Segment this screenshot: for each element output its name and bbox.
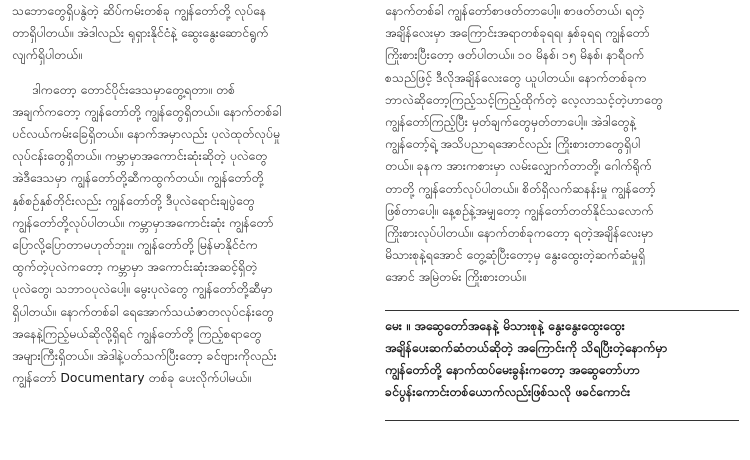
- text-line: တာရှိပါတယ်။ အဲဒါလည်း ရုရှားနိုင်ငံနဲ့ ဆွေးနွေးဆောင်ရွက်: [12, 25, 269, 41]
- text-line: စသည်ဖြင့် ဒီလိုအချိန်လေးတွေ ယူပါတယ်။ နောက်တစ်ခုက: [385, 69, 647, 85]
- text-line: ကျွန်တော့်ရဲ့ အသိပညာရအောင်လည်း ကြိုးစားတာတွေရှိပါ: [385, 136, 641, 152]
- text-line: ပြောလို့ပြောတာမဟုတ်ဘူး။ ကျွန်တော်တို့ မြန်မာနိုင်ငံက: [12, 237, 258, 253]
- interview-question: [385, 315, 739, 404]
- text-line: ခင်ပွန်းကောင်းတစ်ယောက်လည်းဖြစ်သလို ဖခင်ကောင်း: [385, 384, 631, 400]
- text-line: ဖြစ်တာပေါ့။ နေ့စဉ်နဲ့အမျှတော့ ကျွန်တော်တတ်နိုင်သလောက်: [385, 202, 654, 218]
- right-column: [385, 0, 739, 403]
- text-line: ထွက်တဲ့ပုလဲကတော့ ကမ္ဘာမှာ အကောင်းဆုံးအဆင့်ရှိတဲ့: [12, 259, 258, 275]
- text-line: ကြိုးစားလုပ်ပါတယ်။ နောက်တစ်ခုကတော့ ရတဲ့အချိန်လေးမှာ: [385, 225, 654, 241]
- text-line: တယ်။ ခုနက အားကစားမှာ လမ်းလျှောက်တာတို့၊ ဂေါက်ရိုက်: [385, 158, 652, 174]
- text-line: မိသားစုနဲ့ရအောင် တွေ့ဆုံပြီးတော့မှ နွေးထွေးတဲ့ဆက်ဆံမှုရှိ: [385, 247, 645, 263]
- text-line: အများကြီးရှိတယ်။ အဲဒါနဲ့ပတ်သက်ပြီးတော့ ခင်ဗျားကိုလည်း: [12, 348, 277, 364]
- left-paragraph-1: [12, 0, 358, 67]
- text-line: ကျွန်တော်တို့လုပ်ပါတယ်။ ကမ္ဘာမှာအကောင်းဆုံး ကျွန်တော်: [12, 214, 274, 230]
- text-line: အဲဒီဒေသမှာ ကျွန်တော်တို့ဆီကထွက်တယ်။ ကျွန်တော်တို့: [12, 170, 264, 186]
- text-line: အနေနဲ့ကြည့်မယ်ဆိုလို့ရှိရင် ကျွန်တော်တို့ ကြည့်စရာတွေ: [12, 325, 262, 341]
- text-line: အောင် အမြဲတမ်း ကြိုးစားတယ်။: [385, 269, 526, 285]
- text-line: နှစ်စဉ်နှစ်တိုင်းလည်း ကျွန်တော်တို့ ဒီပုလဲရောင်းချပွဲတွေ: [12, 192, 255, 208]
- text-line: တာတို့ ကျွန်တော်လုပ်ပါတယ်။ စိတ်ရှိလက်ဆနန်းမှု ကျွန်တော့်: [385, 180, 656, 196]
- text-line: ရှိပါတယ်။ နောက်တစ်ခါ ရေအောက်သယံဇာတလုပ်ငန်းတွေ: [12, 303, 274, 319]
- text-line: ကျွန်တော် Documentary တစ်ခု ပေးလိုက်ပါမယ်။: [12, 370, 252, 386]
- text-line: နောက်တစ်ခါ ကျွန်တော်စာဖတ်တာပေါ့။ စာဖတ်တယ်၊ ရတဲ့: [385, 3, 645, 18]
- text-line: ဒါကတော့ တောင်ပိုင်းဒေသမှာတွေ့ရတာ။ တစ်: [32, 81, 236, 97]
- text-line: သဘောတွေရှိပနွဲတဲ့ ဆိပ်ကမ်းတစ်ခု ကျွန်တော်တို့ လုပ်နေ: [12, 3, 267, 18]
- text-line: ကျွန်တော်ကြည့်ပြီး မှတ်ချက်တွေမှတ်တာပေါ့။ အဲဒါတွေနဲ့: [385, 114, 636, 130]
- text-line: အချိန်လေးမှာ အကြောင်းအရာတစ်ခုရရ၊ နှစ်ခုရရ ကျွန်တော်: [385, 25, 650, 41]
- text-line: ကြိုးစားပြီးတော့ ဖတ်ပါတယ်။ ၁၀ မိနစ်၊ ၁၅ မိနစ်၊ နာရီဝက်: [385, 47, 644, 63]
- text-line: မေး ။ အဆွေတော်အနေနဲ့ မိသားစုနဲ့ နွေးနွေးထွေးထွေး: [385, 317, 625, 333]
- text-line: အချက်ကတော့ ကျွန်တော်တို့ ကျွန်တွေရှိတယ်။ နောက်တစ်ခါ: [12, 103, 282, 119]
- text-line: ဘာလဲဆိုတော့ကြည့်သင့်ကြည့်ထိုက်တဲ့ လေ့လာသင့်တဲ့ဟာတွေ: [385, 91, 663, 107]
- text-line: လုပ်ငန်းတွေရှိတယ်။ ကမ္ဘာမှာအကောင်းဆုံးဆိုတဲ့ ပုလဲတွေ: [12, 148, 268, 164]
- text-line: လျက်ရှိပါတယ်။: [12, 47, 82, 63]
- text-line: ကျွန်တော်တို့ နောက်ထပ်မေးခွန်းကတော့ အဆွေတော်ဟာ: [385, 362, 640, 378]
- left-paragraph-2: [12, 79, 358, 390]
- section-divider-top: [385, 310, 739, 311]
- section-divider-bottom: [385, 420, 739, 421]
- text-line: ပင်လယ်ကမ်းခြေရှိတယ်။ နောက်အမှာလည်း ပုလဲထုတ်လုပ်မှု: [12, 126, 280, 142]
- text-line: အချိန်ပေးဆက်ဆံတယ်ဆိုတဲ့ အကြောင်းကို သိရပြီးတဲ့နောက်မှာ: [385, 339, 668, 355]
- text-line: ပုလဲတွေ၊ သဘာဝပုလဲပေါ့။ မွေးပုလဲတွေ ကျွန်တော်တို့ဆီမှာ: [12, 281, 273, 297]
- left-column: [12, 0, 358, 389]
- right-paragraph-1: [385, 0, 739, 289]
